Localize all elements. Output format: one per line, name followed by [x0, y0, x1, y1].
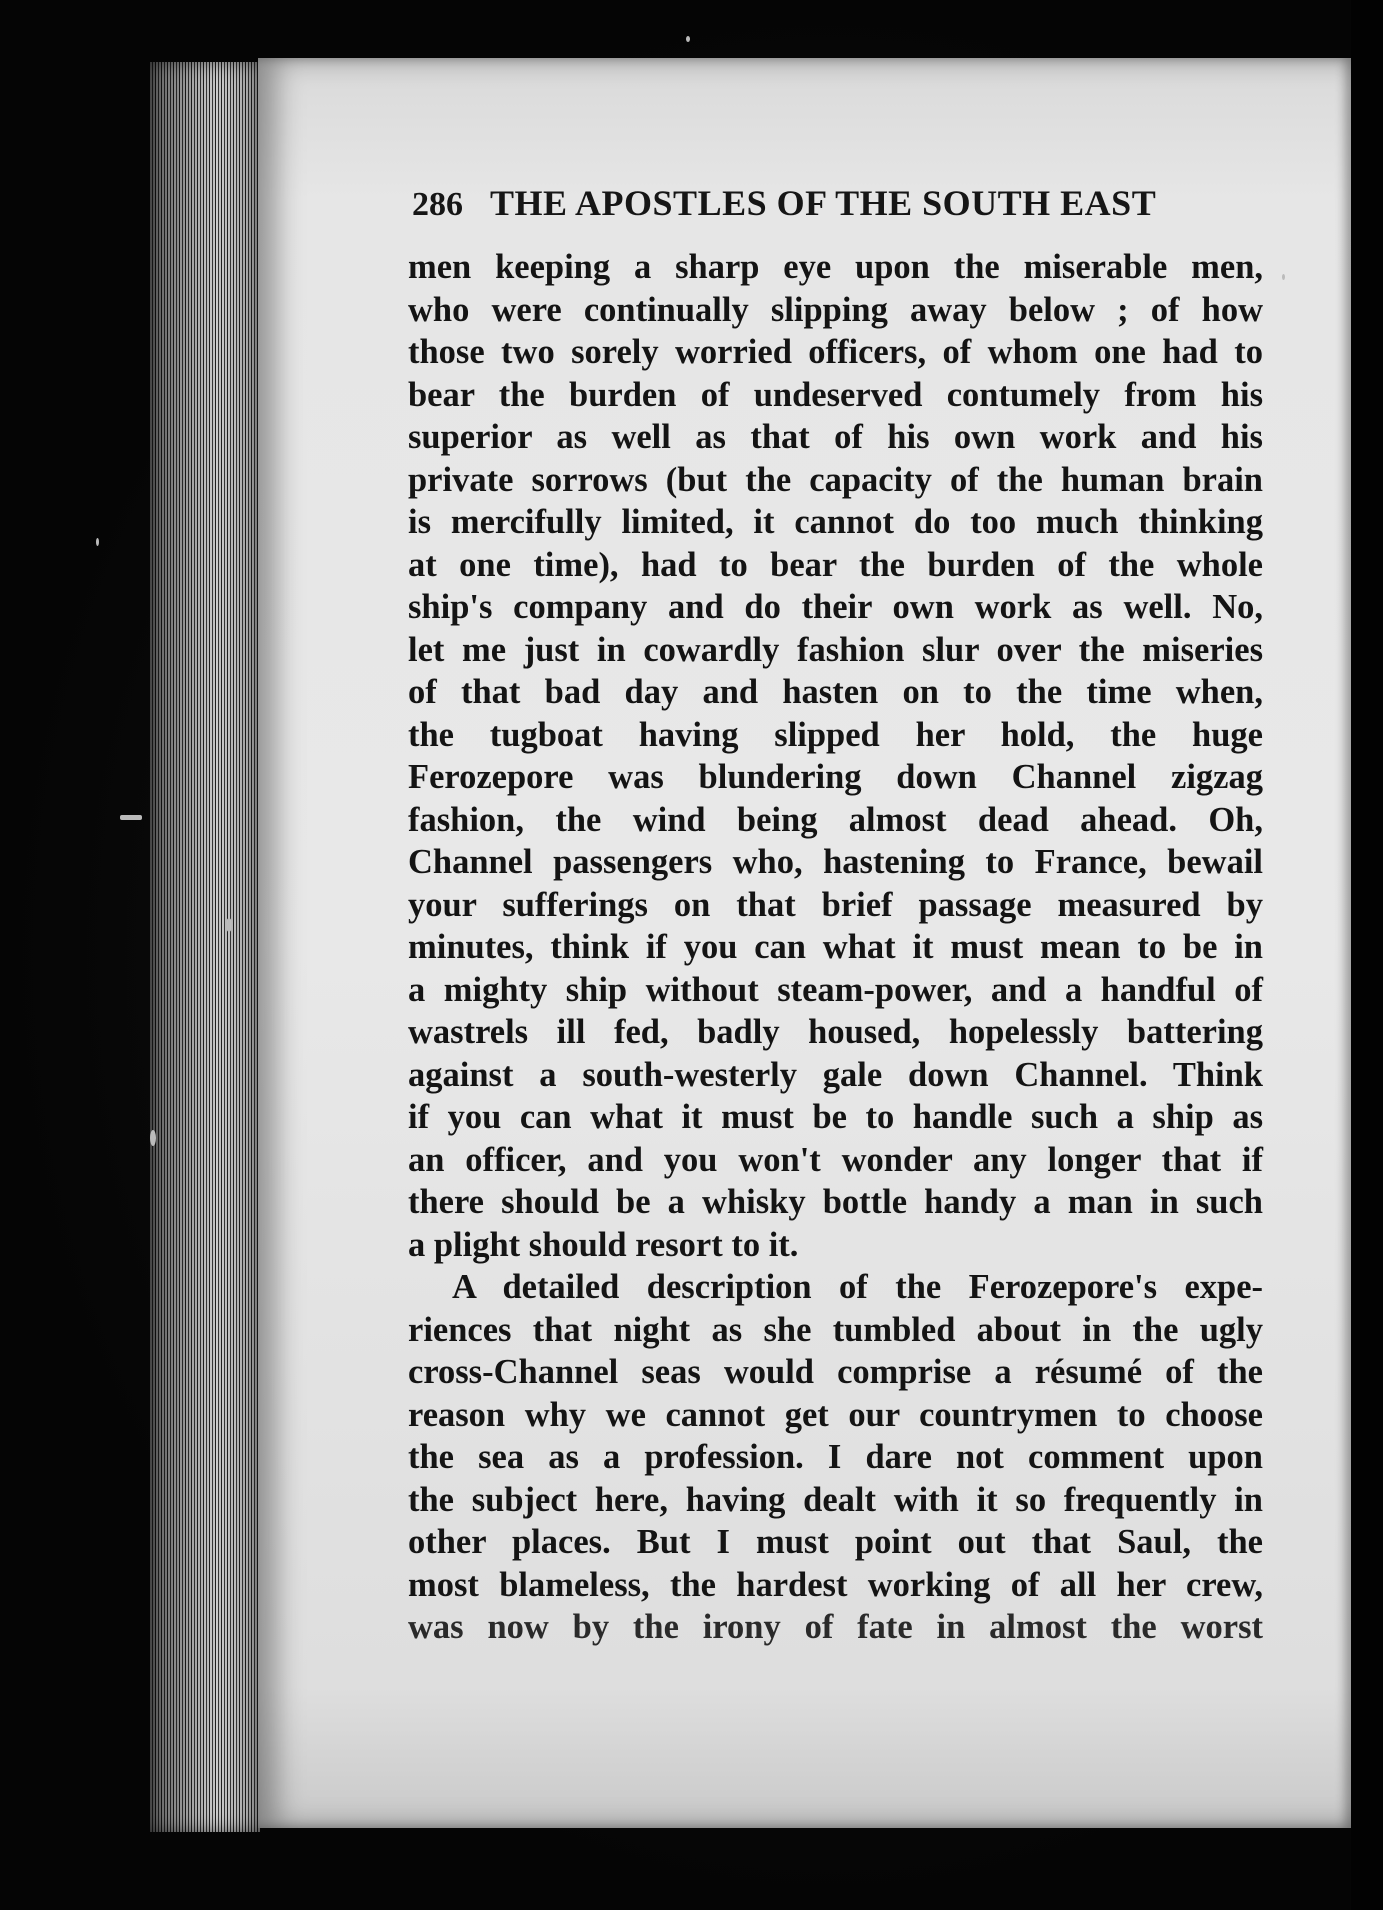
text-line: at one time), had to bear the burden of the whole — [408, 545, 1263, 584]
text-line: the tugboat having slipped her hold, the huge — [408, 715, 1263, 754]
page-header — [412, 182, 1212, 232]
scan-speck — [150, 1130, 156, 1146]
text-line: men keeping a sharp eye upon the miserable men, — [408, 248, 1263, 286]
text-line: was now by the irony of fate in almost the worst — [408, 1608, 1263, 1646]
text-line: who were continually slipping away below ; of how — [408, 290, 1263, 329]
text-line: of that bad day and hasten on to the time when, — [408, 673, 1263, 711]
text-line: most blameless, the hardest working of all her crew, — [408, 1565, 1263, 1604]
text-line: fashion, the wind being almost dead ahead. Oh, — [408, 800, 1263, 839]
scan-speck — [226, 918, 232, 932]
text-line: bear the burden of undeserved contumely from his — [408, 375, 1263, 414]
text-line: A detailed description of the Ferozepore's expe- — [452, 1268, 1263, 1306]
scan-speck — [120, 815, 142, 820]
text-line: a plight should resort to it. — [408, 1225, 799, 1264]
body-text — [408, 246, 1263, 1649]
scan-speck — [686, 36, 690, 42]
text-line: there should be a whisky bottle handy a man in such — [408, 1183, 1263, 1221]
text-line: the subject here, having dealt with it so frequently in — [408, 1480, 1263, 1519]
text-line: private sorrows (but the capacity of the human brain — [408, 460, 1263, 499]
text-line: let me just in cowardly fashion slur over the miseries — [408, 630, 1263, 669]
text-line: superior as well as that of his own work and his — [408, 418, 1263, 456]
text-line: Channel passengers who, hastening to France, bewail — [408, 843, 1263, 881]
text-line: cross-Channel seas would comprise a résumé of the — [408, 1353, 1263, 1391]
text-line: is mercifully limited, it cannot do too much thinking — [408, 503, 1263, 541]
text-line: wastrels ill fed, badly housed, hopelessly battering — [408, 1013, 1263, 1051]
text-line: those two sorely worried officers, of whom one had to — [408, 333, 1263, 371]
right-margin-shadow — [1351, 0, 1383, 1910]
page-edges-shadow — [150, 62, 260, 1832]
text-line: riences that night as she tumbled about in the ugly — [408, 1310, 1263, 1349]
text-line: the sea as a profession. I dare not comment upon — [408, 1438, 1263, 1476]
text-line: if you can what it must be to handle such a ship as — [408, 1098, 1263, 1136]
page-number: 286 — [412, 186, 463, 223]
text-line: Ferozepore was blundering down Channel zigzag — [408, 758, 1263, 796]
text-line: minutes, think if you can what it must mean to be in — [408, 928, 1263, 966]
text-line: a mighty ship without steam-power, and a handful of — [408, 970, 1263, 1009]
text-line: ship's company and do their own work as well. No, — [408, 588, 1263, 626]
text-line: your sufferings on that brief passage measured by — [408, 885, 1263, 924]
scan-speck — [96, 538, 99, 546]
text-line: an officer, and you won't wonder any longer that if — [408, 1140, 1263, 1179]
scan-speck — [1282, 274, 1285, 280]
text-line: other places. But I must point out that Saul, the — [408, 1523, 1263, 1561]
text-line: reason why we cannot get our countrymen to choose — [408, 1395, 1263, 1434]
text-line: against a south-westerly gale down Channel. Think — [408, 1055, 1263, 1094]
running-title: THE APOSTLES OF THE SOUTH EAST — [490, 183, 1157, 223]
